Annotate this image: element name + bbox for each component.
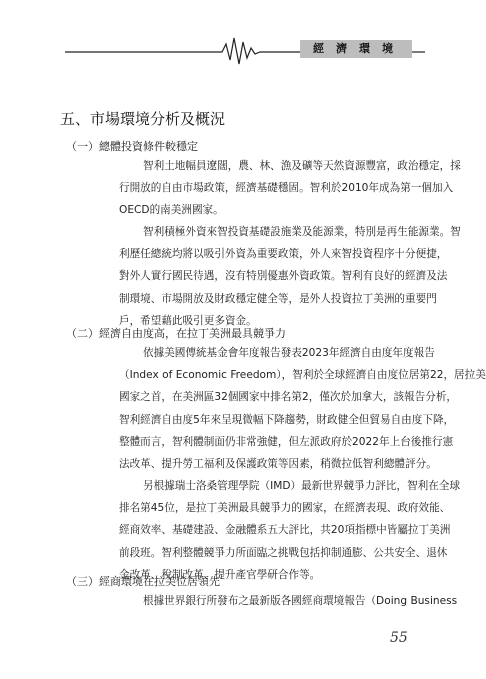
text-line: 排名第45位，是拉丁美洲最具競爭力的國家，在經濟表現、政府效能、: [119, 502, 451, 515]
text-line: 制環境、市場開放及財政穩定健全等，是外人投資拉丁美洲的重要門: [119, 292, 437, 305]
paragraph: [119, 221, 461, 332]
paragraph: [119, 342, 486, 475]
text-line: 智利經濟自由度5年來呈現微幅下降趨勢，財政健全但貿易自由度下降，: [119, 413, 455, 426]
text-line: 前段班。智利整體競爭力所面臨之挑戰包括抑制通膨、公共安全、退休: [119, 546, 448, 559]
paragraph: [119, 590, 458, 612]
text-line: 根據世界銀行所發布之最新版各國經商環境報告（Doing Business: [143, 595, 458, 607]
text-line: 經商效率、基礎建設、金融體系五大評比，共20項指標中皆屬拉丁美洲: [119, 524, 451, 537]
section-title: 五、市場環境分析及概況: [60, 110, 226, 128]
text-line: 法改革、提升勞工福利及保護政策等因素，稍微拉低智利總體評分。: [119, 458, 437, 471]
text-line: 利歷任總統均將以吸引外資為重要政策，外人來智投資程序十分便捷，: [119, 248, 448, 261]
paragraph: [119, 155, 461, 222]
text-line: OECD的南美洲國家。: [119, 204, 224, 217]
text-line: 智利土地幅員遼闊，農、林、漁及礦等天然資源豐富，政治穩定，採: [143, 160, 461, 172]
text-line: 行開放的自由市場政策，經濟基礎穩固。智利於2010年成為第一個加入: [119, 182, 454, 195]
text-line: （Index of Economic Freedom），智利於全球經濟自由度位居第22，居拉美: [119, 369, 486, 382]
header-rule: [0, 0, 480, 70]
paragraph: [119, 475, 461, 586]
subsection-heading: （二）經濟自由度高，在拉丁美洲最具競爭力: [66, 327, 286, 340]
header-title: 經濟環境: [300, 40, 412, 58]
text-line: 戶，希望藉此吸引更多資金。: [119, 314, 257, 327]
subsection-heading: （一）總體投資條件較穩定: [66, 140, 198, 153]
text-line: 金改革、稅制改革、提升產官學研合作等。: [119, 568, 321, 581]
subsection-heading: （三）經商環境在拉美位居領先: [66, 575, 220, 588]
text-line: 另根據瑞士洛桑管理學院（IMD）最新世界競爭力評比，智利在全球: [143, 480, 461, 492]
text-line: 依據美國傳統基金會年度報告發表2023年經濟自由度年度報告: [143, 347, 435, 359]
text-line: 對外人實行國民待遇，沒有特別優惠外資政策。智利有良好的經濟及法: [119, 270, 448, 283]
text-line: 整體而言，智利體制面仍非常強健，但左派政府於2022年上台後推行憲: [119, 435, 454, 448]
page-number: 55: [390, 630, 408, 646]
running-header: [0, 0, 480, 70]
text-line: 智利積極外資來智投資基礎設施業及能源業，特別是再生能源業。智: [143, 226, 461, 238]
text-line: 國家之首，在美洲區32個國家中排名第2，僅次於加拿大，該報告分析，: [119, 391, 458, 404]
